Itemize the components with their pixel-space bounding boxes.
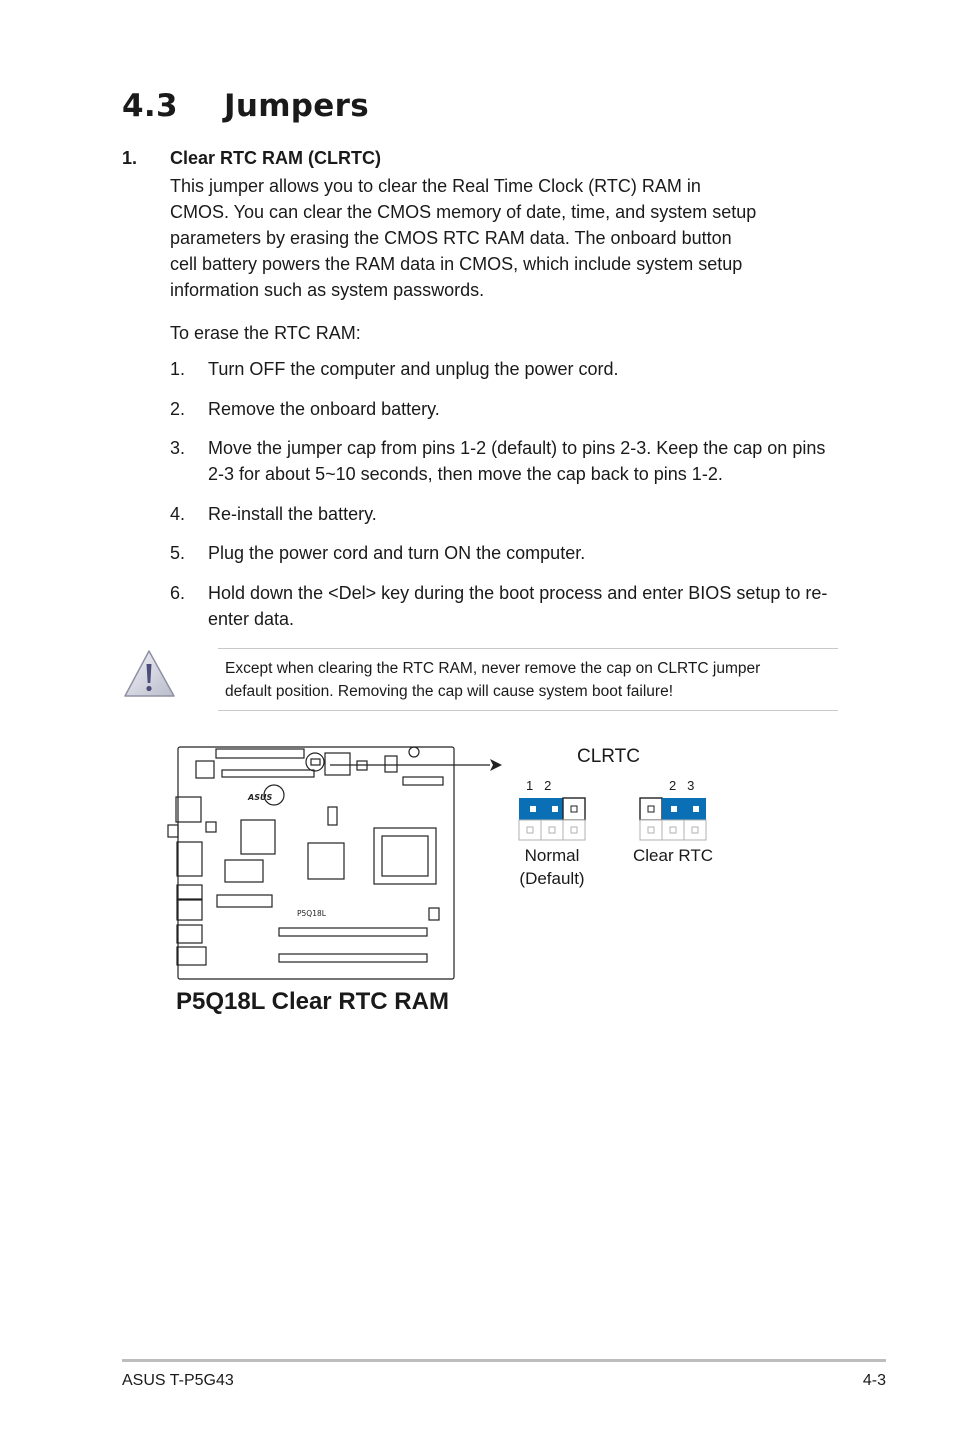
io-chip (325, 753, 350, 775)
io-port-2 (177, 842, 202, 876)
figure-caption: P5Q18L Clear RTC RAM (176, 988, 449, 1015)
description-line: information such as system passwords. (170, 280, 485, 300)
description-line: CMOS. You can clear the CMOS memory of date, time, and system setup (170, 202, 757, 222)
step-text: Move the jumper cap from pins 1-2 (default) to pins 2-3. Keep the cap on pins 2-3 for about 5~10 seconds, then move the cap back to pins 1-2. (208, 438, 826, 484)
caution-text (225, 657, 835, 703)
step-text: Hold down the <Del> key during the boot process and enter BIOS setup to re-enter data. (208, 583, 828, 629)
item-title: Clear RTC RAM (CLRTC) (170, 148, 381, 168)
small-cap (328, 807, 337, 825)
procedure-intro: To erase the RTC RAM: (170, 323, 361, 343)
step-number: 2. (170, 399, 186, 419)
atx-power (217, 895, 272, 907)
section-title: Jumpers (224, 88, 369, 124)
io-plug (168, 825, 178, 837)
clrtc-jumper-mini (311, 759, 320, 765)
board-model-label: P5Q18L (297, 909, 326, 918)
dimm-slot-2 (279, 954, 427, 962)
description-line: cell battery powers the RAM data in CMOS, which include system setup (170, 254, 743, 274)
description-line: parameters by erasing the CMOS RTC RAM data. The onboard button (170, 228, 732, 248)
caution-line: Except when clearing the RTC RAM, never remove the cap on CLRTC jumper (225, 660, 761, 677)
io-port-3 (177, 885, 202, 899)
jumper-clear-setting (639, 797, 709, 841)
warning-triangle-icon (122, 648, 178, 700)
pointer-arrow (490, 759, 502, 771)
step-text: Plug the power cord and turn ON the computer. (208, 543, 586, 563)
io-small (206, 822, 216, 832)
dimm-slot-1 (279, 928, 427, 936)
description-line: This jumper allows you to clear the Real Time Clock (RTC) RAM in (170, 176, 701, 196)
section-number: 4.3 (122, 88, 178, 124)
mount-hole (409, 747, 419, 757)
step-text: Turn OFF the computer and unplug the power cord. (208, 359, 619, 379)
jumper-cap-2-3 (662, 798, 706, 820)
small-chip (196, 761, 214, 778)
normal-pin-numbers: 1 2 (526, 778, 552, 793)
step-number: 4. (170, 504, 186, 524)
small-header-2 (385, 756, 397, 772)
normal-label-line2: (Default) (519, 869, 585, 888)
northbridge-chip (308, 843, 344, 879)
clear-setting-label: Clear RTC (633, 846, 713, 865)
normal-setting-label (506, 844, 598, 890)
step-number: 6. (170, 583, 186, 603)
section-heading (122, 88, 369, 124)
io-port-1 (176, 797, 201, 822)
jumper-name-label: CLRTC (577, 746, 640, 767)
note-top-rule (218, 648, 838, 649)
expansion-slot-top (216, 749, 304, 758)
footer-page-number: 4-3 (862, 1372, 886, 1389)
step-text: Re-install the battery. (208, 504, 377, 524)
southbridge-chip (241, 820, 275, 854)
footer-manual-title: ASUS T-P5G43 (122, 1372, 234, 1389)
note-bottom-rule (218, 710, 838, 711)
motherboard-layout-diagram (160, 740, 520, 985)
io-port-6 (177, 947, 206, 965)
step-number: 5. (170, 543, 186, 563)
board-logo: ASUS (248, 793, 273, 802)
io-port-5 (177, 925, 202, 943)
jumper-normal-setting (518, 797, 588, 841)
clear-pin-numbers: 2 3 (669, 778, 695, 793)
step-text: Remove the onboard battery. (208, 399, 440, 419)
cpu-socket-inner (382, 836, 428, 876)
rtc-battery (306, 753, 324, 771)
item-number: 1. (122, 148, 138, 168)
step-number: 1. (170, 359, 186, 379)
step-number: 3. (170, 438, 186, 458)
small-block (429, 908, 439, 920)
normal-label-line1: Normal (524, 846, 580, 865)
item-description (170, 173, 838, 303)
io-port-4 (177, 900, 202, 920)
board-outline (178, 747, 454, 979)
header-strip (222, 770, 314, 777)
fan-header (403, 777, 443, 785)
sata-block (225, 860, 263, 882)
footer-rule (122, 1359, 886, 1362)
caution-line: default position. Removing the cap will cause system boot failure! (225, 683, 674, 700)
